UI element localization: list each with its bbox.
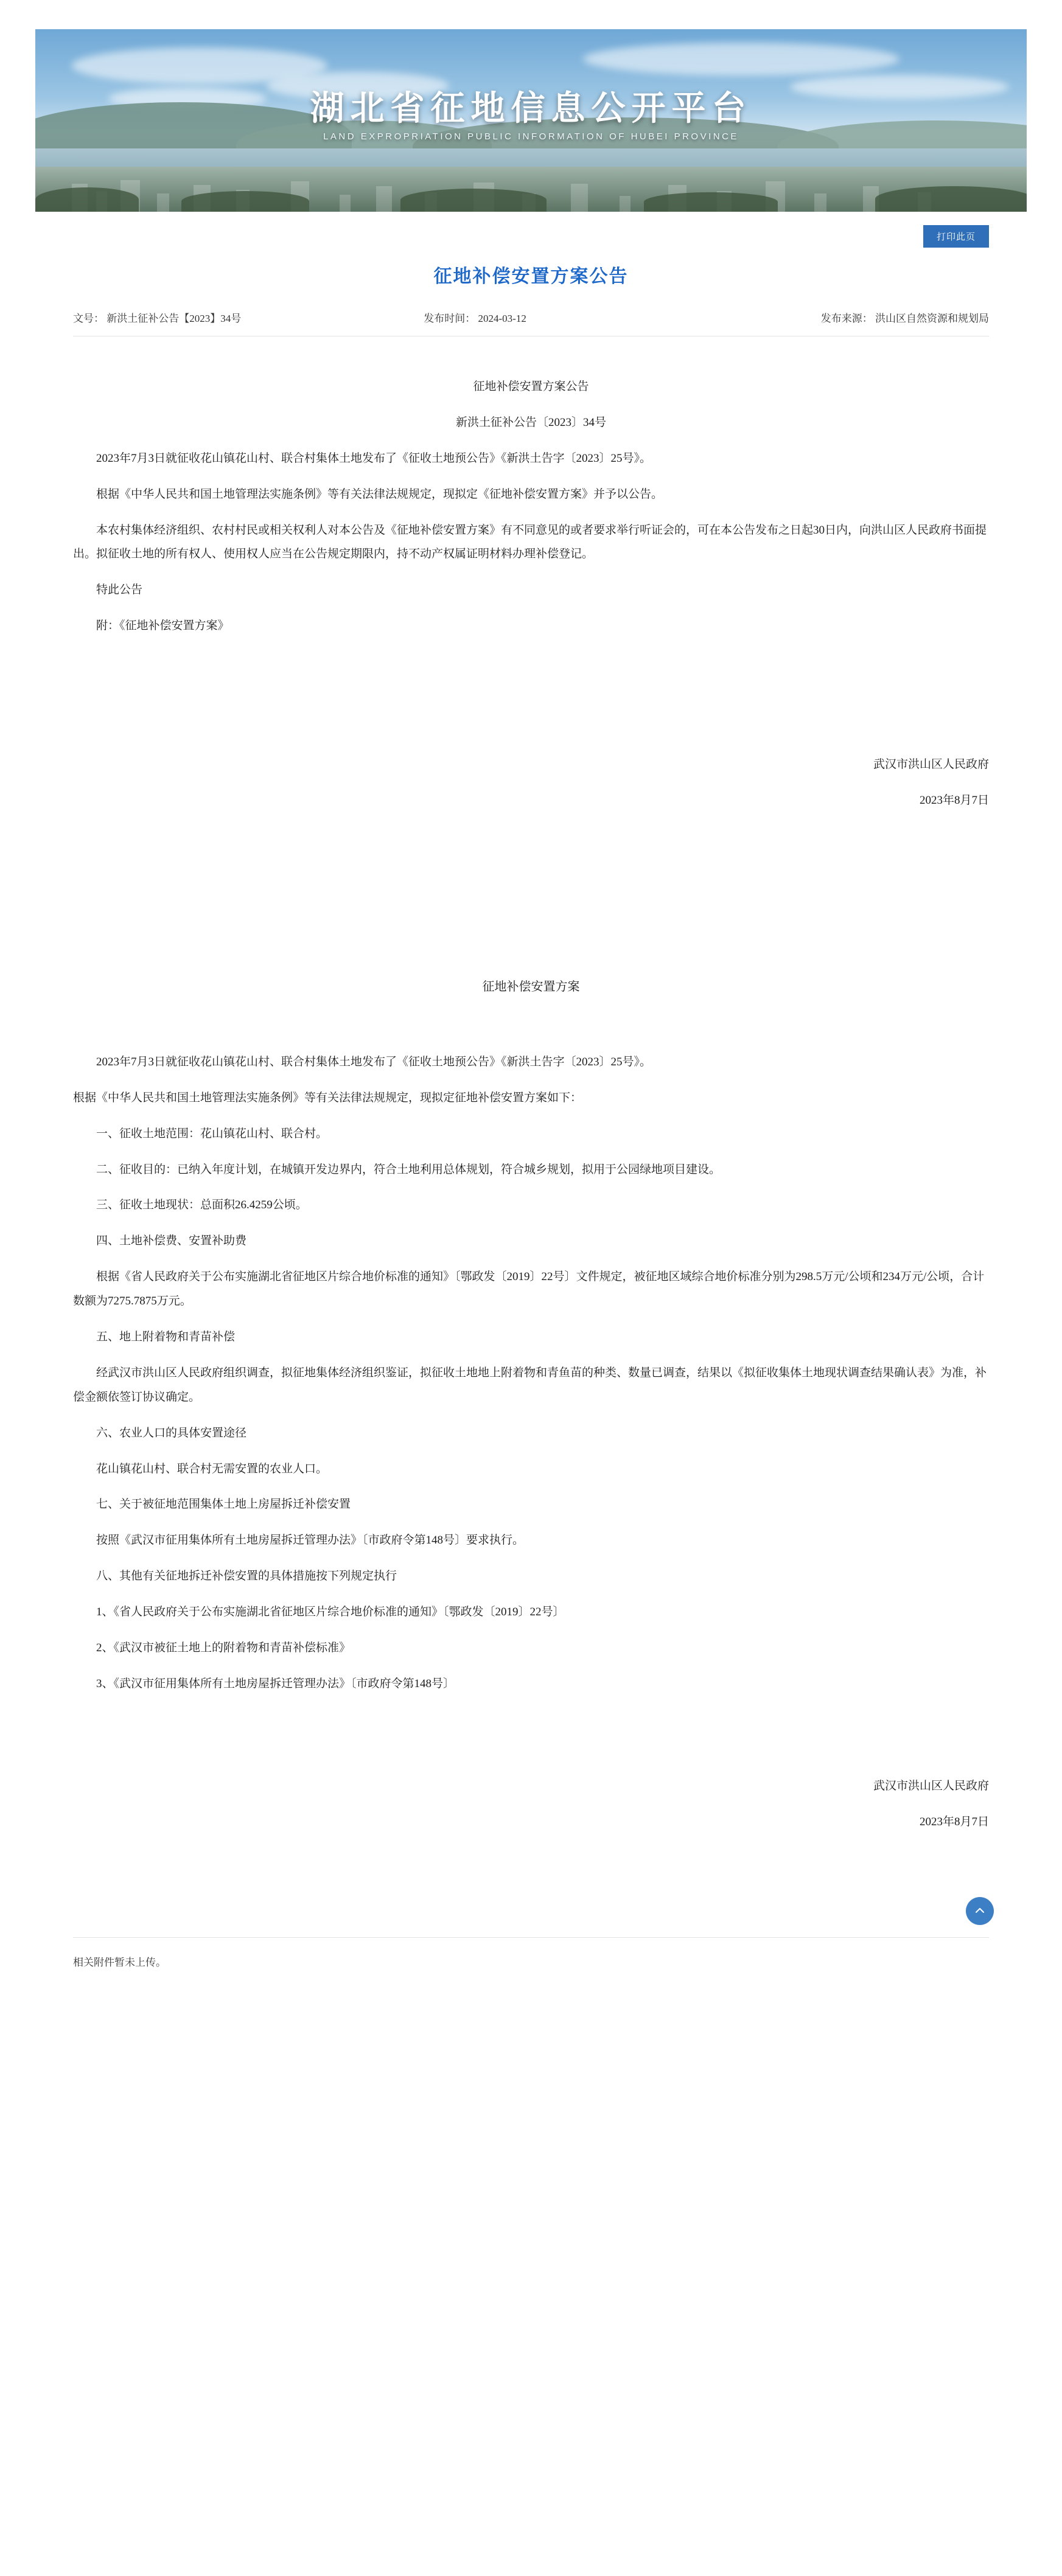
plan-item: 2、《武汉市被征土地上的附着物和青苗补偿标准》 — [96, 1641, 351, 1655]
plan-paragraph-2: 根据《中华人民共和国土地管理法实施条例》等有关法律法规规定，现拟定征地补偿安置方案如下： — [73, 1091, 582, 1104]
page-title: 征地补偿安置方案公告 — [433, 266, 629, 287]
plan-item: 五、地上附着物和青苗补偿 — [96, 1331, 236, 1344]
back-to-top-icon — [974, 1905, 986, 1917]
plan-item: 按照《武汉市征用集体所有土地房屋拆迁管理办法》〔市政府令第148号〕要求执行。 — [96, 1534, 525, 1547]
notice-date: 2023年8月7日 — [919, 794, 989, 807]
plan-item: 一、征收土地范围：花山镇花山村、联合村。 — [96, 1127, 328, 1140]
attachment-note: 相关附件暂未上传。 — [73, 1956, 166, 1968]
cityscape-decoration — [35, 167, 1027, 212]
notice-attachment: 附：《征地补偿安置方案》 — [96, 619, 229, 633]
banner-section — [0, 0, 1062, 212]
back-to-top-button[interactable] — [966, 1897, 994, 1925]
meta-publish-time — [424, 310, 526, 325]
notice-paragraph-1: 2023年7月3日就征收花山镇花山村、联合村集体土地发布了《征收土地预公告》《新洪土告字〔2023〕25号》。 — [96, 451, 652, 465]
notice-paragraph-3: 本农村集体经济组织、农村村民或相关权利人对本公告及《征地补偿安置方案》有不同意见的或者要求举行听证会的，可在本公告发布之日起30日内，向洪山区人民政府书面提出。拟征收土地的所有权人、使用权人应当在公告规定期限内，持不动产权属证明材料办理补偿登记。 — [73, 523, 987, 561]
meta-source-label: 发布来源： — [820, 313, 873, 324]
notice-paragraph-2: 根据《中华人民共和国土地管理法实施条例》等有关法律法规规定，现拟定《征地补偿安置方案》并予以公告。 — [96, 487, 663, 501]
cloud-decoration — [583, 43, 900, 75]
meta-source — [821, 310, 989, 325]
plan-item: 四、土地补偿费、安置补助费 — [96, 1234, 247, 1248]
banner-subtitle: LAND EXPROPRIATION PUBLIC INFORMATION OF HUBEI PROVINCE — [323, 131, 739, 142]
toolbar — [35, 212, 1027, 248]
plan-item: 花山镇花山村、联合村无需安置的农业人口。 — [96, 1462, 328, 1475]
plan-item: 二、征收目的：已纳入年度计划，在城镇开发边界内，符合土地利用总体规划，符合城乡规划，拟用于公园绿地项目建设。 — [96, 1163, 721, 1176]
plan-item: 七、关于被征地范围集体土地上房屋拆迁补偿安置 — [96, 1498, 351, 1511]
notice-number: 新洪土征补公告〔2023〕34号 — [455, 416, 606, 429]
notice-paragraph-4: 特此公告 — [96, 583, 143, 597]
attachment-footer — [73, 1937, 989, 1969]
document-meta — [73, 310, 989, 336]
plan-item: 根据《省人民政府关于公布实施湖北省征地区片综合地价标准的通知》〔鄂政发〔2019〕22号〕文件规定，被征地区域综合地价标准分别为298.5万元/公顷和234万元/公顷，合计数额为7275.7875万元。 — [73, 1270, 985, 1308]
plan-date: 2023年8月7日 — [919, 1815, 989, 1828]
plan-item: 经武汉市洪山区人民政府组织调查，拟征地集体经济组织鉴证，拟征收土地地上附着物和青鱼苗的种类、数量已调查，结果以《拟征收集体土地现状调查结果确认表》为准，补偿金额依签订协议确定。 — [73, 1366, 987, 1404]
notice-signature: 武汉市洪山区人民政府 — [873, 758, 989, 771]
meta-time-label: 发布时间： — [424, 313, 476, 324]
plan-item: 1、《省人民政府关于公布实施湖北省征地区片综合地价标准的通知》〔鄂政发〔2019〕22号〕 — [96, 1606, 565, 1619]
plan-item: 3、《武汉市征用集体所有土地房屋拆迁管理办法》〔市政府令第148号〕 — [96, 1677, 455, 1690]
plan-signature: 武汉市洪山区人民政府 — [873, 1779, 989, 1792]
plan-item: 三、征收土地现状：总面积26.4259公顷。 — [96, 1199, 307, 1212]
meta-doc-label: 文号： — [73, 313, 104, 324]
meta-doc-number — [73, 310, 241, 325]
notice-title: 征地补偿安置方案公告 — [473, 380, 589, 393]
banner-title: 湖北省征地信息公开平台 — [310, 90, 752, 128]
meta-time-value: 2024-03-12 — [478, 313, 526, 324]
site-banner — [35, 29, 1027, 212]
plan-item: 六、农业人口的具体安置途径 — [96, 1426, 247, 1439]
meta-source-value: 洪山区自然资源和规划局 — [875, 313, 989, 324]
print-page-button[interactable]: 打印此页 — [923, 225, 989, 248]
plan-paragraph-1: 2023年7月3日就征收花山镇花山村、联合村集体土地发布了《征收土地预公告》《新洪土告字〔2023〕25号》。 — [96, 1055, 652, 1068]
document-body — [73, 336, 989, 1937]
meta-doc-value: 新洪土征补公告【2023】34号 — [107, 313, 242, 324]
plan-title: 征地补偿安置方案 — [482, 980, 580, 994]
content-area — [0, 212, 1062, 1993]
plan-item: 八、其他有关征地拆迁补偿安置的具体措施按下列规定执行 — [96, 1570, 397, 1583]
